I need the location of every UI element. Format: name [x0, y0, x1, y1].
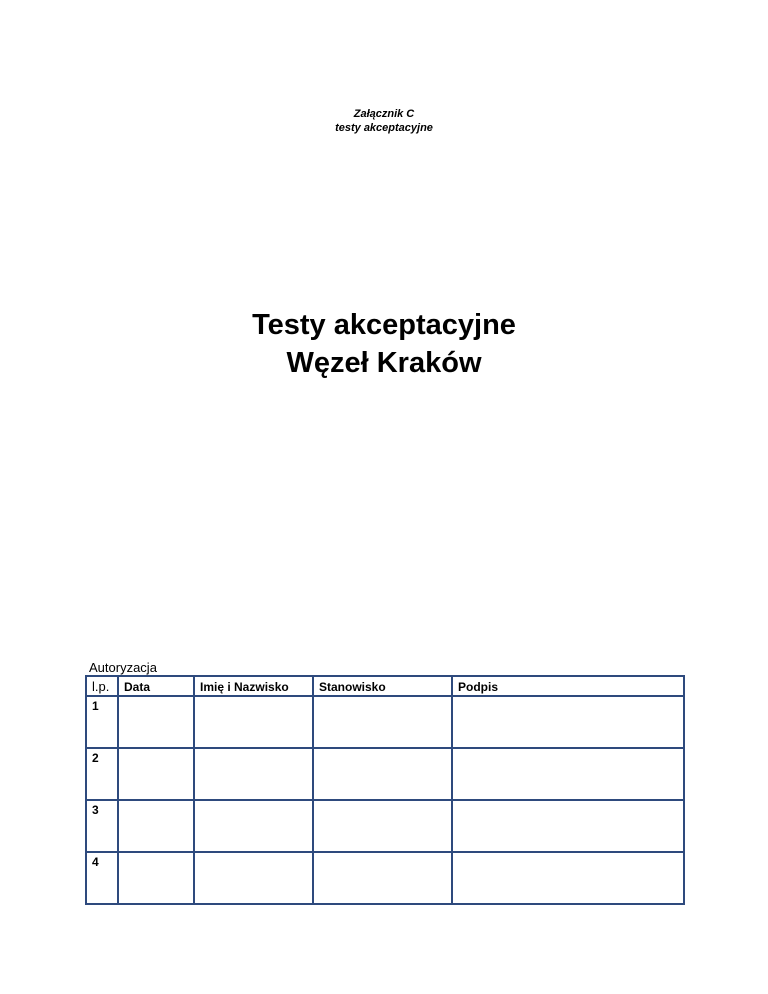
document-title-line1: Testy akceptacyjne [252, 309, 516, 341]
position-cell[interactable] [313, 800, 452, 852]
signature-cell[interactable] [452, 748, 684, 800]
row-number: 2 [86, 748, 118, 800]
date-cell[interactable] [118, 696, 194, 748]
column-header-lp: l.p. [86, 676, 118, 696]
date-cell[interactable] [118, 852, 194, 904]
table-row [86, 748, 684, 800]
date-cell[interactable] [118, 800, 194, 852]
name-cell[interactable] [194, 852, 313, 904]
position-cell[interactable] [313, 852, 452, 904]
authorization-table [85, 675, 685, 905]
row-number: 1 [86, 696, 118, 748]
column-header-position: Stanowisko [313, 676, 452, 696]
date-cell[interactable] [118, 748, 194, 800]
document-title-line2: Węzeł Kraków [286, 347, 482, 379]
column-header-signature: Podpis [452, 676, 684, 696]
signature-cell[interactable] [452, 800, 684, 852]
position-cell[interactable] [313, 748, 452, 800]
annex-label: Załącznik C [353, 108, 415, 120]
name-cell[interactable] [194, 696, 313, 748]
signature-cell[interactable] [452, 852, 684, 904]
table-header-row [86, 676, 684, 696]
row-number: 3 [86, 800, 118, 852]
column-header-date: Data [118, 676, 194, 696]
document-title [0, 306, 768, 382]
annex-header [0, 107, 768, 135]
table-row [86, 696, 684, 748]
annex-subtitle: testy akceptacyjne [335, 122, 433, 134]
row-number: 4 [86, 852, 118, 904]
authorization-label: Autoryzacja [89, 660, 157, 675]
table-row [86, 800, 684, 852]
name-cell[interactable] [194, 748, 313, 800]
signature-cell[interactable] [452, 696, 684, 748]
name-cell[interactable] [194, 800, 313, 852]
column-header-name: Imię i Nazwisko [194, 676, 313, 696]
table-row [86, 852, 684, 904]
position-cell[interactable] [313, 696, 452, 748]
